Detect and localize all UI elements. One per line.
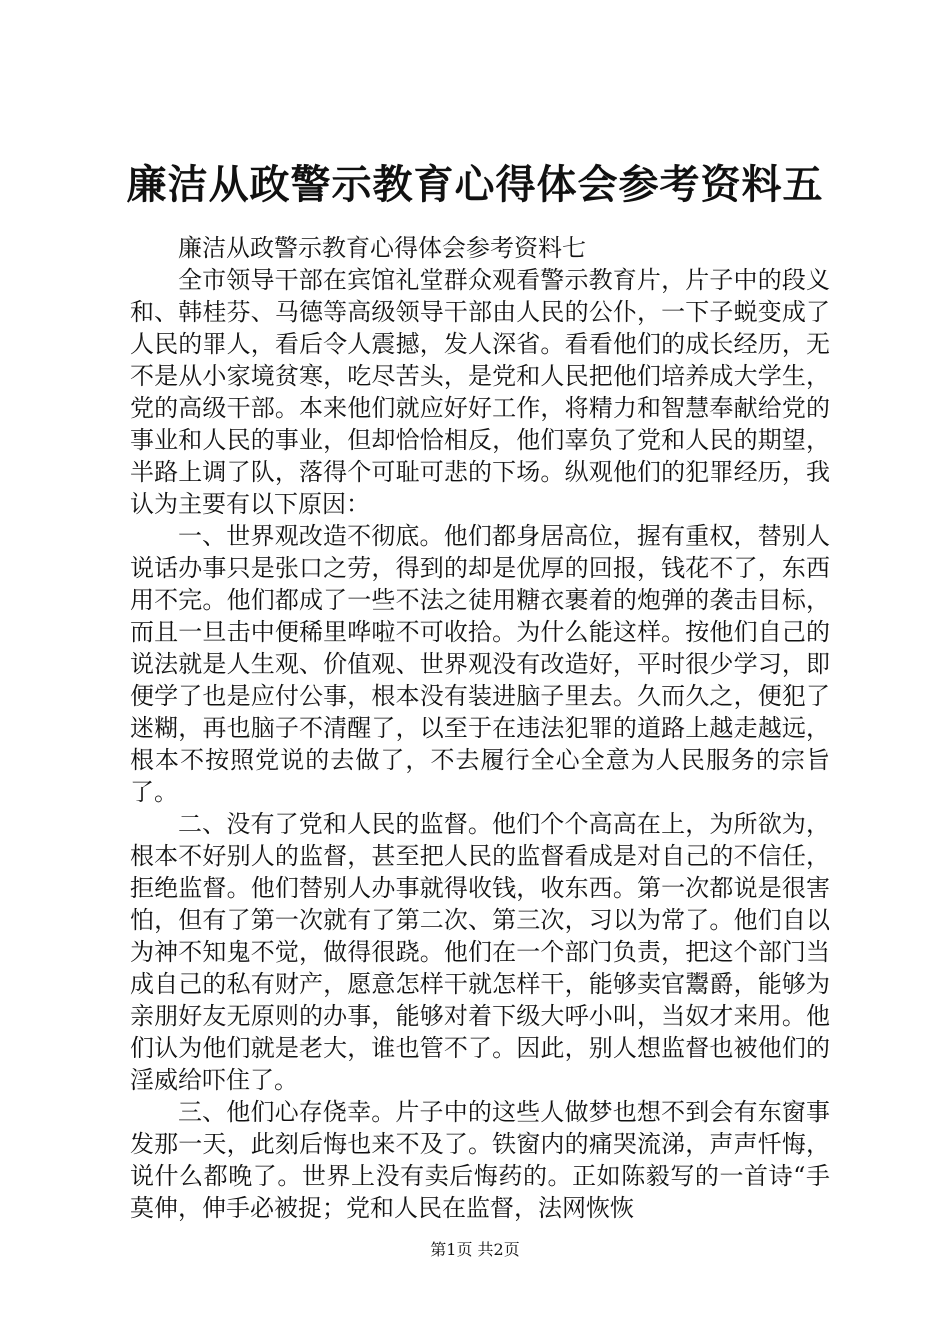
paragraph-subtitle: 廉洁从政警示教育心得体会参考资料七 xyxy=(178,234,586,262)
paragraph-intro: 全市领导干部在宾馆礼堂群众观看警示教育片，片子中的段义和、韩桂芬、马德等高级领导干部由人民的公仆，一下子蜕变成了人民的罪人，看后令人震撼，发人深省。看看他们的成长经历，无不是从小家境贫寒，吃尽苦头，是党和人民把他们培养成大学生，党的高级干部。本来他们就应好好工作，将精力和智慧奉献给党的事业和人民的事业，但却恰恰相反，他们辜负了党和人民的期望，半路上调了队，落得个可耻可悲的下场。纵观他们的犯罪经历，我认为主要有以下原因： xyxy=(130,266,830,518)
paragraph-point-one: 一、世界观改造不彻底。他们都身居高位，握有重权，替别人说话办事只是张口之劳，得到的却是优厚的回报，钱花不了，东西用不完。他们都成了一些不法之徒用糖衣裹着的炮弹的袭击目标，而且一旦击中便稀里哗啦不可收拾。为什么能这样。按他们自己的说法就是人生观、价值观、世界观没有改造好，平时很少学习，即便学了也是应付公事，根本没有装进脑子里去。久而久之，便犯了迷糊，再也脑子不清醒了，以至于在违法犯罪的道路上越走越远，根本不按照党说的去做了，不去履行全心全意为人民服务的宗旨了。 xyxy=(130,522,830,806)
document-body xyxy=(130,232,830,1224)
paragraph-point-two: 二、没有了党和人民的监督。他们个个高高在上，为所欲为，根本不好别人的监督，甚至把人民的监督看成是对自己的不信任，拒绝监督。他们替别人办事就得收钱，收东西。第一次都说是很害怕，但有了第一次就有了第二次、第三次，习以为常了。他们自以为神不知鬼不觉，做得很跷。他们在一个部门负责，把这个部门当成自己的私有财产，愿意怎样干就怎样干，能够卖官鬻爵，能够为亲朋好友无原则的办事，能够对着下级大呼小叫，当奴才来用。他们认为他们就是老大，谁也管不了。因此，别人想监督也被他们的淫威给吓住了。 xyxy=(130,810,830,1094)
paragraph-point-three: 三、他们心存侥幸。片子中的这些人做梦也想不到会有东窗事发那一天，此刻后悔也来不及了。铁窗内的痛哭流涕，声声忏悔，说什么都晚了。世界上没有卖后悔药的。正如陈毅写的一首诗“手莫伸，伸手必被捉；党和人民在监督，法网恢恢 xyxy=(130,1098,830,1222)
page-number-footer: 第1页 共2页 xyxy=(430,1240,520,1259)
document-title: 廉洁从政警示教育心得体会参考资料五 xyxy=(126,161,824,208)
